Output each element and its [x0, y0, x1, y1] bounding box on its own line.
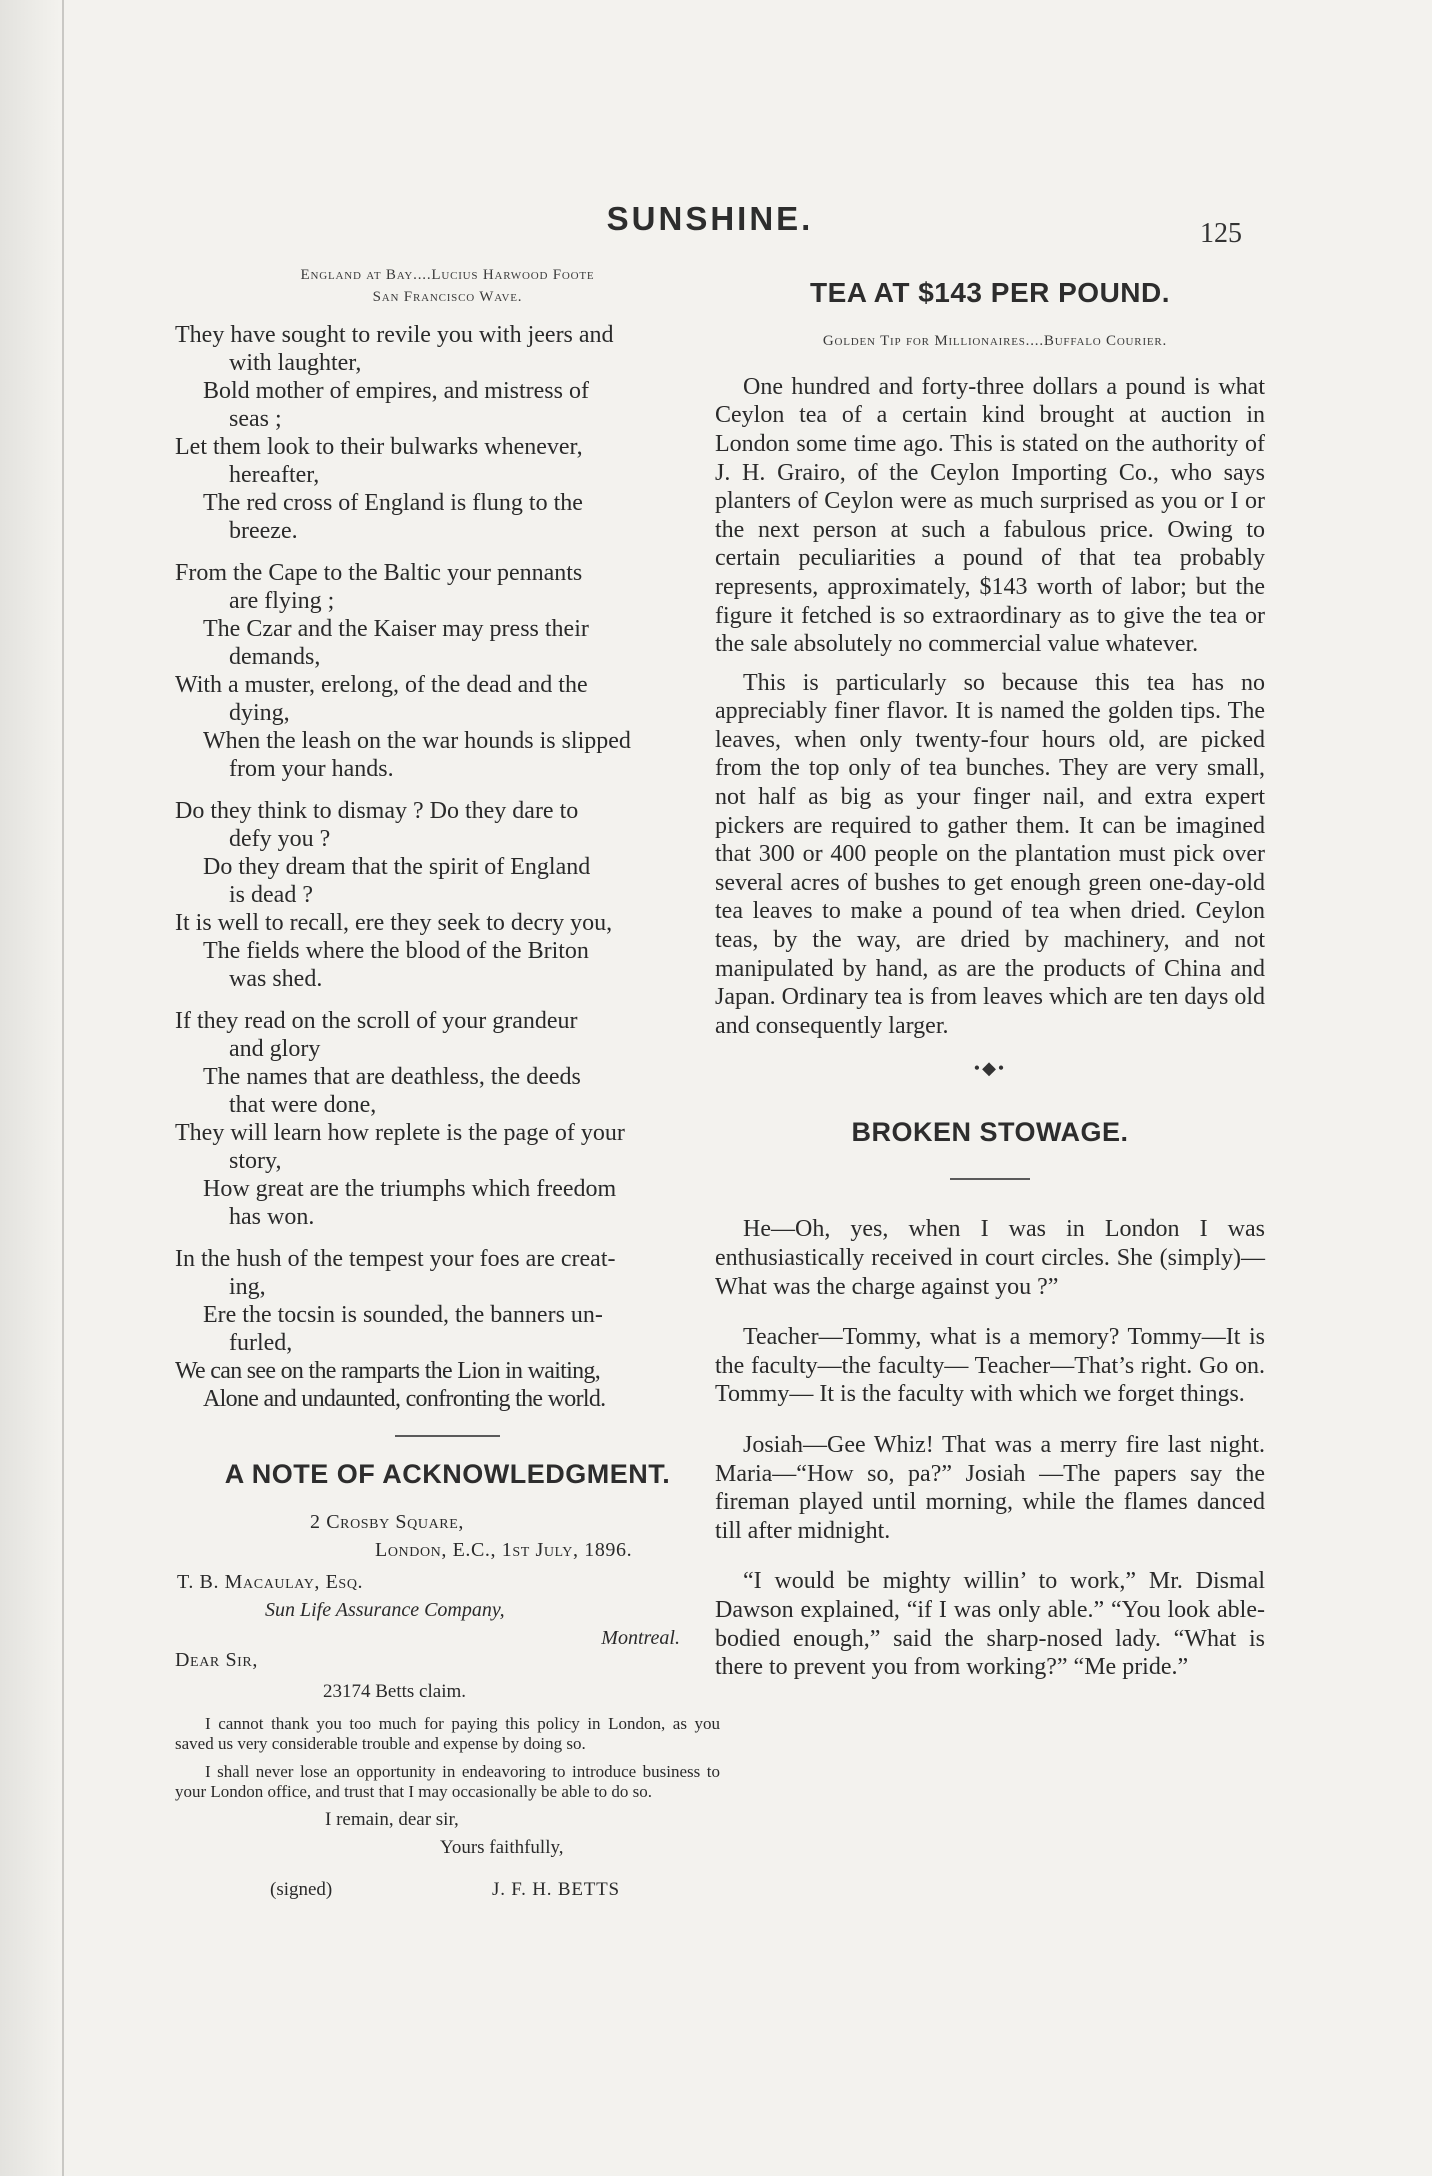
tea-paragraph-2: This is particularly so because this tea has no appreciably finer flavor. It is named the golden tips. The leaves, when only twenty-four hours old, are picked from the top only of tea bunches. They are very small, not half as big as your finger nail, and extra expert pickers are required to gather them. It can be imagined that 300 or 400 people on the plantation must pick over several acres of bushes to get enough green one-day-old tea leaves to make a pound of tea when dried. Ceylon teas, by the way, are dried by machinery, and not manipulated by hand, as are the products of China and Japan. Ordinary tea is from leaves which are ten days old and consequently larger. [715, 669, 1265, 1039]
poem-line: seas ; [229, 405, 282, 432]
poem [175, 321, 720, 1413]
letter-city: Montreal. [601, 1626, 680, 1649]
poem-line: With a muster, erelong, of the dead and the [175, 671, 588, 698]
poem-line: dying, [229, 699, 290, 726]
joke-paragraph: Teacher—Tommy, what is a memory? Tommy—It is the faculty—the faculty— Teacher—That’s right. Go on. Tommy— It is the faculty with which we forget things. [715, 1324, 1265, 1408]
left-column [175, 265, 720, 1906]
letter-salutation: Dear Sir, [175, 1648, 258, 1671]
poem-line: When the leash on the war hounds is slipped [203, 727, 631, 754]
tea-article-title: TEA AT $143 PER POUND. [809, 277, 1171, 308]
letter-address-street: 2 Crosby Square, [310, 1510, 464, 1533]
letter-signature: J. F. H. BETTS [492, 1878, 620, 1900]
acknowledgment-title: A NOTE OF ACKNOWLEDGMENT. [224, 1458, 671, 1489]
right-column [715, 265, 1265, 1682]
poem-line: Bold mother of empires, and mistress of [203, 377, 589, 404]
poem-line: story, [229, 1147, 282, 1174]
poem-line: hereafter, [229, 461, 320, 488]
poem-stanza [175, 321, 720, 545]
poem-line: Let them look to their bulwarks whenever, [175, 433, 583, 460]
poem-byline-source: England at Bay....Lucius Harwood Foote [300, 267, 595, 283]
letter-paragraph-2: I shall never lose an opportunity in endeavoring to introduce business to your London office, and trust that I may occasionally be able to do so. [175, 1761, 720, 1801]
poem-line: If they read on the scroll of your grandeur [175, 1007, 578, 1034]
poem-line: It is well to recall, ere they seek to decry you, [175, 909, 613, 936]
section-divider [950, 1178, 1030, 1180]
poem-line: defy you ? [229, 825, 331, 852]
poem-line: Alone and undaunted, confronting the world. [203, 1385, 606, 1412]
poem-line: The Czar and the Kaiser may press their [203, 615, 589, 642]
binding-gutter [0, 0, 60, 2176]
poem-line: and glory [229, 1035, 321, 1062]
poem-byline-publication: San Francisco Wave. [372, 288, 523, 305]
page-number: 125 [1200, 218, 1242, 249]
poem-stanza [175, 797, 720, 993]
poem-line: The names that are deathless, the deeds [203, 1063, 581, 1090]
poem-line: from your hands. [229, 755, 394, 782]
letter-closing: I remain, dear sir, [325, 1808, 459, 1830]
poem-line: In the hush of the tempest your foes are creat- [175, 1245, 616, 1272]
poem-line: ing, [229, 1273, 266, 1300]
poem-line: The red cross of England is flung to the [203, 489, 583, 516]
poem-line: How great are the triumphs which freedom [203, 1175, 617, 1202]
letter-signed-label: (signed) [270, 1878, 333, 1900]
running-title: SUNSHINE. [606, 200, 814, 237]
poem-stanza [175, 1245, 720, 1413]
poem-line: breeze. [229, 517, 298, 544]
poem-line: demands, [229, 643, 321, 670]
broken-stowage-title: BROKEN STOWAGE. [851, 1117, 1129, 1148]
tea-paragraph-1: One hundred and forty-three dollars a pound is what Ceylon tea of a certain kind brought at auction in London some time ago. This is stated on the authority of J. H. Grairo, of the Ceylon Importing Co., who says planters of Ceylon were as much surprised as you or I or the next person at such a fabulous price. Owing to certain peculiarities a pound of that tea probably represents, approximately, $143 worth of labor; but the figure it fetched is so extraordinary as to give the tea or the sale absolutely no commercial value whatever. [715, 373, 1265, 658]
tea-article-byline: Golden Tip for Millionaires....Buffalo Courier. [822, 333, 1168, 349]
joke-paragraph: “I would be mighty willin’ to work,” Mr. Dismal Dawson explained, “if I was only able.” “You look able-bodied enough,” said the sharp-nosed lady. “What is there to prevent you from working?” “Me pride.” [715, 1568, 1265, 1681]
acknowledgment-letter [175, 1508, 720, 1906]
poem-line: has won. [229, 1203, 315, 1230]
poem-line: Do they think to dismay ? Do they dare to [175, 797, 579, 824]
letter-signature-block [175, 1876, 720, 1906]
jokes-list [715, 1215, 1265, 1681]
poem-line: Ere the tocsin is sounded, the banners un- [203, 1301, 603, 1328]
poem-line: They have sought to revile you with jeers and [175, 321, 614, 348]
poem-stanza [175, 559, 720, 783]
poem-byline [175, 265, 720, 309]
letter-valediction: Yours faithfully, [440, 1836, 564, 1858]
poem-line: We can see on the ramparts the Lion in waiting, [175, 1357, 601, 1384]
joke-paragraph: He—Oh, yes, when I was in London I was enthusiastically received in court circles. She (simply)—What was the charge against you ?” [715, 1216, 1265, 1300]
poem-line: The fields where the blood of the Briton [203, 937, 589, 964]
poem-line: From the Cape to the Baltic your pennants [175, 559, 583, 586]
poem-line: They will learn how replete is the page of your [175, 1119, 625, 1146]
letter-paragraph-1: I cannot thank you too much for paying this policy in London, as you saved us very considerable trouble and expense by doing so. [175, 1713, 720, 1753]
section-divider [395, 1435, 500, 1437]
poem-line: Do they dream that the spirit of England [203, 853, 591, 880]
ornament-divider: •◆• [973, 1058, 1007, 1079]
letter-claim: 23174 Betts claim. [323, 1680, 467, 1702]
joke-paragraph: Josiah—Gee Whiz! That was a merry fire last night. Maria—“How so, pa?” Josiah —The papers say the fireman played until morning, while the flames danced till after midnight. [715, 1431, 1265, 1544]
poem-line: is dead ? [229, 881, 313, 908]
poem-line: that were done, [229, 1091, 377, 1118]
binding-edge [62, 0, 64, 2176]
letter-recipient: T. B. Macaulay, Esq. [177, 1570, 364, 1593]
poem-line: are flying ; [229, 587, 335, 614]
poem-line: was shed. [229, 965, 323, 992]
letter-company: Sun Life Assurance Company, [265, 1598, 505, 1621]
letter-address-city-date: London, E.C., 1st July, 1896. [375, 1538, 633, 1561]
poem-line: with laughter, [229, 349, 362, 376]
poem-stanza [175, 1007, 720, 1231]
poem-line: furled, [229, 1329, 293, 1356]
